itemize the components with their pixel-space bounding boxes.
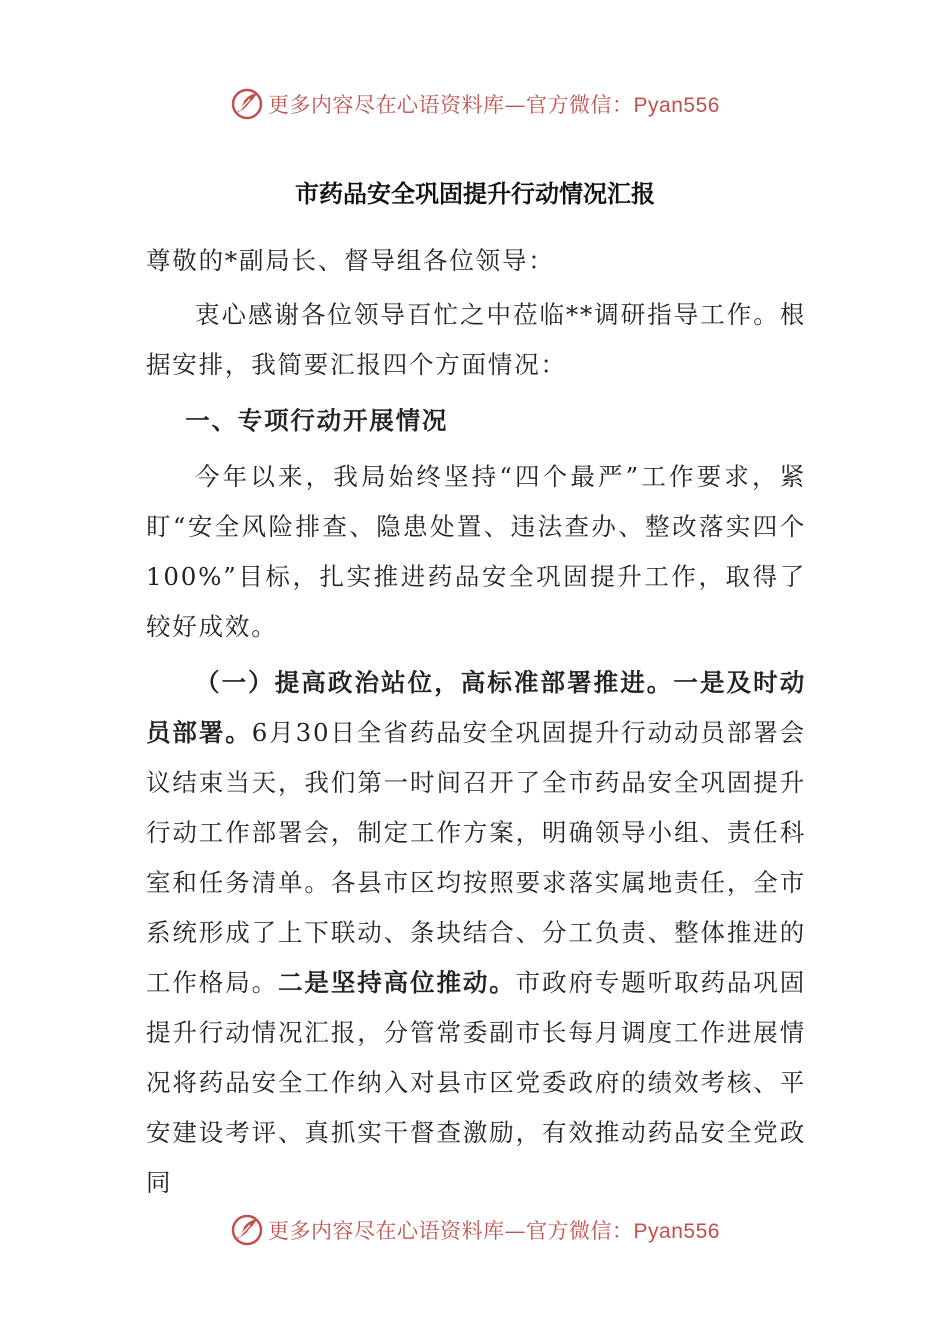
- section-paragraph: 今年以来，我局始终坚持“四个最严”工作要求，紧盯“安全风险排查、隐患处置、违法查办、整改落实四个100%”目标，扎实推进药品安全巩固提升工作，取得了较好成效。: [146, 462, 806, 641]
- watermark-footer: [0, 1210, 950, 1250]
- point1-title: 一是及时动员部署。: [146, 668, 806, 747]
- document-body: [146, 236, 806, 1208]
- watermark-wechat-id: Pyan556: [633, 94, 720, 117]
- point2-text: 市政府专题听取药品巩固提升行动情况汇报，分管常委副市长每月调度工作进展情况将药品安全工作纳入对县市区党委政府的绩效考核、平安建设考评、真抓实干督查激励，有效推动药品安全党政同: [146, 968, 807, 1197]
- subsection-paragraph: [146, 658, 806, 1208]
- point2-title: 二是坚持高位推动。: [278, 968, 516, 997]
- section-heading: 一、专项行动开展情况: [185, 406, 449, 435]
- watermark-text: 更多内容尽在心语资料库—官方微信：Pyan556: [268, 93, 720, 117]
- salutation: 尊敬的*副局长、督导组各位领导：: [146, 246, 555, 275]
- intro-paragraph: 衷心感谢各位领导百忙之中莅临**调研指导工作。根据安排，我简要汇报四个方面情况：: [146, 300, 806, 379]
- pen-logo-icon: [230, 87, 264, 121]
- watermark-wechat-id: Pyan556: [633, 1220, 720, 1243]
- subsection-heading: （一）提高政治站位，高标准部署推进。: [195, 668, 674, 697]
- watermark-header: [0, 84, 950, 124]
- watermark-text: 更多内容尽在心语资料库—官方微信：Pyan556: [268, 1219, 720, 1243]
- document-title: 市药品安全巩固提升行动情况汇报: [295, 179, 655, 208]
- point1-text: 6月30日全省药品安全巩固提升行动动员部署会议结束当天，我们第一时间召开了全市药品安全巩固提升行动工作部署会，制定工作方案，明确领导小组、责任科室和任务清单。各县市区均按照要求落实属地责任，全市系统形成了上下联动、条块结合、分工负责、整体推进的工作格局。: [146, 718, 806, 997]
- pen-logo-icon: [230, 1213, 264, 1247]
